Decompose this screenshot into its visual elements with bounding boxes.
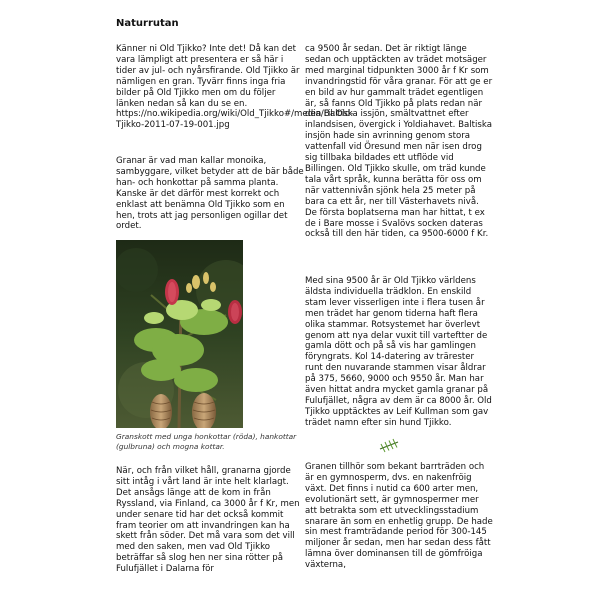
paragraph-text: Känner ni Old Tjikko? Inte det! Då kan det vara lämpligt att presentera er så här i tider av jul- och nyårsfirande. Old Tjikko är nämligen en gran. Tyvärr finns inga fria bilder på Old Tjikko men om du följer länken nedan så kan du se en. https://no.wikipedia.org/wiki/Old_Tjikko#/media/Fil:Old-Tjikko-2011-07-19-001.jpg: [116, 44, 354, 131]
photo-caption: [116, 432, 300, 452]
paragraph-text: Granar är vad man kallar monoika, sambyggare, vilket betyder att de bär både han- och honkottar på samma planta. Kanske är det därför mest korrekt och enklast att benämna Old Tjikko som en hen, trots att jag personligen ogillar det ordet.: [116, 156, 304, 232]
right-paragraph-age: [305, 44, 493, 240]
paragraph-text: Med sina 9500 år är Old Tjikko världens äldsta individuella trädklon. En enskild stam lever visserligen inte i flera tusen år men trädet har genom tiderna haft flera olika stammar. Rotsystemet har överlevt genom att nya delar vuxit till varteftter de gamla dött och på så vis har gamlingen föryngrats. Kol 14-datering av trärester runt den nuvarande stammen visar åldrar på 375, 5660, 9000 och 9550 år. Man har även hittat andra mycket gamla granar på Fulufjället, några av dem är ca 8000 år. Old Tjikko upptäcktes av Leif Kullman som gav trädet namn efter sin hund Tjikko.: [305, 276, 492, 428]
left-paragraph-intro: [116, 44, 354, 131]
right-paragraph-gymnosperm: [305, 462, 493, 571]
page-title: Naturrutan: [116, 18, 179, 29]
right-paragraph-clone: [305, 276, 493, 429]
spruce-sprig-icon: [378, 437, 400, 453]
spruce-shoot-photo: [116, 240, 243, 428]
left-paragraph-history: [116, 466, 304, 575]
paragraph-text: När, och från vilket håll, granarna gjorde sitt intåg i vårt land är inte helt klarlagt. Det ansågs länge att de kom in från Ryssland, via Finland, ca 3000 år f Kr, men under senare tid har det också kommit fram teorier om att invandringen kan ha skett från söder. Det må vara som det vill med den saken, men vad Old Tjikko beträffar så slog hen ner sina rötter på Fulufjället i Dalarna för: [116, 466, 300, 575]
caption-text: Granskott med unga honkottar (röda), hankottar (gulbruna) och mogna kottar.: [116, 432, 297, 451]
paragraph-text: Granen tillhör som bekant barrträden och är en gymnosperm, dvs. en nakenfröig växt. Det finns i nutid ca 600 arter men, evolutionärt sett, är gymnospermer mer att betrakta som ett utvecklingsstadium snarare än som en enhetlig grupp. De hade sin mest framträdande period för 300-145 miljoner år sedan, men har sedan dess fått lämna över dominansen till de gömfröiga växterna,: [305, 462, 493, 571]
left-paragraph-monoika: [116, 156, 304, 232]
paragraph-text: ca 9500 år sedan. Det är riktigt länge sedan och upptäckten av trädet motsäger med marginal tidpunkten 3000 år f Kr som invandringstid för våra granar. För att ge er en bild av hur gammalt trädet egentligen är, så fanns Old Tjikko på plats redan när den Baltiska issjön, smältvattnet efter inlandsisen, övergick i Yoldiahavet. Baltiska insjön hade sin avrinning genom stora vattenfall vid Öresund men när isen drog sig tillbaka bildades ett utflöde vid Billingen. Old Tjikko skulle, om träd kunde tala vårt språk, kunna berätta för oss om när vattennivån sjönk hela 25 meter på bara ca ett år, ner till Västerhavets nivå. De första boplatserna man har hittat, t ex de i Bare mosse i Svalövs socken dateras också till den här tiden, ca 9500-6000 f Kr.: [305, 44, 493, 240]
